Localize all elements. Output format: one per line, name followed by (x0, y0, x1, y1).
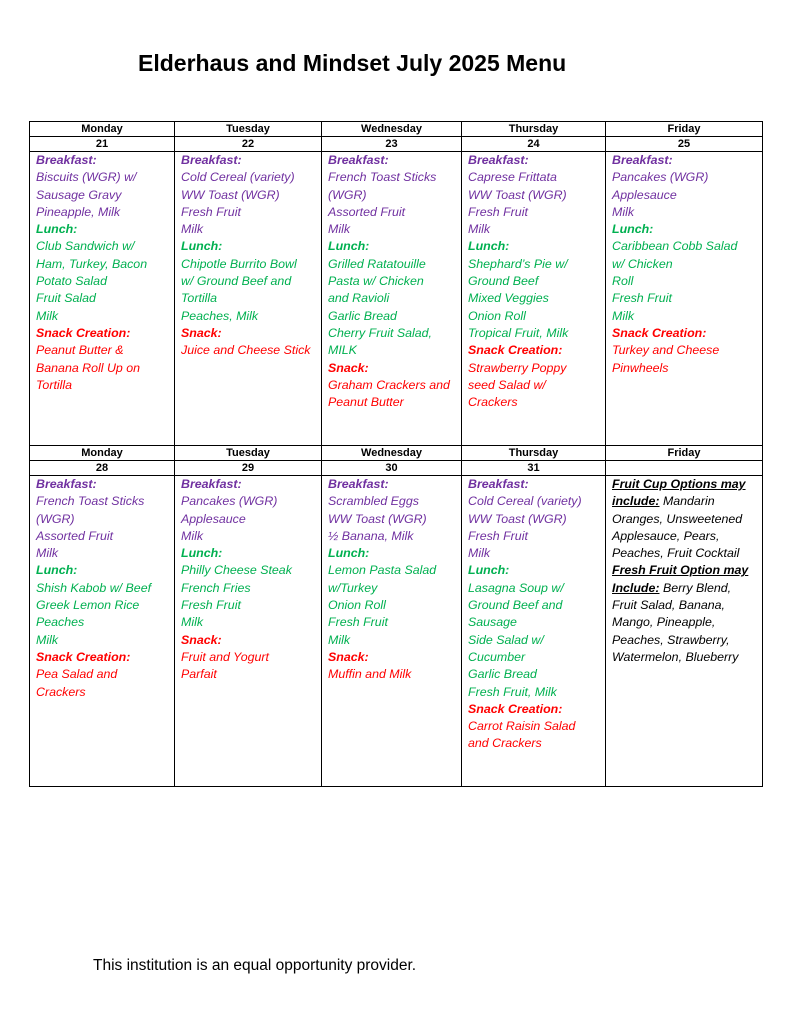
menu-item: Fruit Salad (36, 291, 96, 306)
fruit-option-text: Peaches, Fruit Cocktail (612, 546, 740, 561)
meal-section-heading: Lunch: (181, 239, 223, 254)
menu-item: Club Sandwich w/ (36, 239, 135, 254)
date-header-row (30, 137, 763, 152)
menu-item: Milk (36, 546, 59, 561)
menu-item: Fruit and Yogurt (181, 649, 269, 664)
day-name-cell: Friday (606, 446, 763, 461)
menu-item: Ham, Turkey, Bacon (36, 256, 148, 271)
day-menu-cell (30, 152, 175, 446)
menu-item: Roll (612, 274, 634, 289)
menu-item: ½ Banana, Milk (328, 528, 414, 543)
page-title: Elderhaus and Mindset July 2025 Menu (138, 50, 567, 76)
day-name-cell: Thursday (462, 446, 606, 461)
menu-item: Tropical Fruit, Milk (468, 325, 569, 340)
day-header-row (30, 446, 763, 461)
meal-section-heading: Snack: (181, 632, 222, 647)
menu-item: and Crackers (468, 736, 542, 751)
fruit-option-text: Fruit Salad, Banana, (612, 598, 725, 613)
menu-item: w/ Chicken (612, 256, 673, 271)
fruit-option-heading: include: (612, 494, 660, 509)
menu-item: Assorted Fruit (328, 204, 406, 219)
menu-item: Applesauce (612, 187, 677, 202)
meal-section-heading: Lunch: (612, 222, 654, 237)
day-name-cell: Monday (30, 122, 175, 137)
fruit-option-note (612, 562, 756, 579)
menu-item: Muffin and Milk (328, 667, 412, 682)
menu-item: Caribbean Cobb Salad (612, 239, 738, 254)
date-cell: 29 (175, 461, 322, 476)
menu-item: Pinwheels (612, 360, 669, 375)
menu-item: Milk (468, 546, 491, 561)
menu-item: Fresh Fruit (181, 598, 241, 613)
date-cell: 22 (175, 137, 322, 152)
menu-item: WW Toast (WGR) (181, 187, 280, 202)
menu-item: Parfait (181, 667, 217, 682)
menu-item: Ground Beef and (468, 598, 563, 613)
menu-item: Peanut Butter & (36, 343, 124, 358)
meal-section-heading: Snack Creation: (468, 701, 563, 716)
fruit-option-text: Mango, Pineapple, (612, 615, 716, 630)
fruit-option-text: Mandarin (659, 494, 715, 509)
menu-item: (WGR) (36, 511, 75, 526)
menu-item: Graham Crackers and (328, 377, 450, 392)
date-cell: 21 (30, 137, 175, 152)
menu-item: Lemon Pasta Salad (328, 563, 437, 578)
fruit-option-heading: Fruit Cup Options may (612, 477, 746, 491)
menu-item: Peaches (36, 615, 85, 630)
day-menu-cell (175, 152, 322, 446)
meal-section-heading: Snack Creation: (36, 325, 131, 340)
menu-item: Sausage Gravy (36, 187, 122, 202)
menu-item: Peanut Butter (328, 395, 404, 410)
menu-item: Milk (181, 615, 204, 630)
menu-item: Turkey and Cheese (612, 343, 720, 358)
meal-section-heading: Breakfast: (181, 153, 242, 167)
day-name-cell: Monday (30, 446, 175, 461)
menu-item: w/Turkey (328, 580, 378, 595)
footer-disclaimer: This institution is an equal opportunity provider. (93, 957, 417, 974)
fruit-option-text: Berry Blend, (659, 580, 732, 595)
menu-item: Pancakes (WGR) (181, 494, 278, 509)
menu-item: Fresh Fruit (181, 204, 241, 219)
day-name-cell: Tuesday (175, 446, 322, 461)
meal-section-heading: Snack: (328, 649, 369, 664)
menu-item: Tortilla (181, 291, 218, 306)
meal-section-heading: Lunch: (328, 239, 370, 254)
fruit-option-text: Watermelon, Blueberry (612, 649, 739, 664)
menu-item: Cherry Fruit Salad, (328, 325, 432, 340)
menu-item: Fresh Fruit (328, 615, 388, 630)
menu-item: Milk (36, 308, 59, 323)
fruit-option-heading: Include: (612, 580, 660, 595)
day-menu-cell (606, 152, 763, 446)
menu-item: French Toast Sticks (36, 494, 145, 509)
menu-item: Greek Lemon Rice (36, 598, 140, 613)
menu-item: Chipotle Burrito Bowl (181, 256, 297, 271)
menu-item: Potato Salad (36, 274, 107, 289)
menu-item: Cold Cereal (variety) (181, 170, 295, 185)
menu-item: Mixed Veggies (468, 291, 549, 306)
day-menu-cell (175, 476, 322, 787)
menu-item: Fresh Fruit (468, 528, 528, 543)
meal-section-heading: Breakfast: (181, 477, 242, 491)
menu-item: Pancakes (WGR) (612, 170, 709, 185)
menu-item: Banana Roll Up on (36, 360, 141, 375)
day-menu-cell (462, 476, 606, 787)
meal-section-heading: Snack Creation: (612, 325, 707, 340)
menu-item: Milk (36, 632, 59, 647)
menu-item: seed Salad w/ (468, 377, 546, 392)
date-cell: 30 (322, 461, 462, 476)
menu-item: Onion Roll (328, 598, 386, 613)
menu-item: and Ravioli (328, 291, 390, 306)
menu-item: Pasta w/ Chicken (328, 274, 424, 289)
meal-section-heading: Breakfast: (328, 153, 389, 167)
menu-item: Grilled Ratatouille (328, 256, 426, 271)
day-name-cell: Wednesday (322, 122, 462, 137)
menu-item: Juice and Cheese Stick (181, 343, 311, 358)
menu-item: Cold Cereal (variety) (468, 494, 582, 509)
menu-item: Assorted Fruit (36, 528, 114, 543)
fruit-option-heading: Fresh Fruit Option may (612, 563, 749, 578)
menu-item: WW Toast (WGR) (468, 511, 567, 526)
menu-item: Milk (468, 222, 491, 237)
fruit-option-note (612, 493, 756, 510)
meal-section-heading: Lunch: (468, 239, 510, 254)
menu-item: Shephard’s Pie w/ (468, 256, 568, 271)
date-cell: 24 (462, 137, 606, 152)
menu-item: Peaches, Milk (181, 308, 259, 323)
date-cell: 31 (462, 461, 606, 476)
meal-section-heading: Snack: (328, 360, 369, 375)
menu-item: Lasagna Soup w/ (468, 580, 564, 595)
menu-item: Pineapple, Milk (36, 204, 121, 219)
meal-section-heading: Snack Creation: (468, 343, 563, 358)
date-cell: 23 (322, 137, 462, 152)
menu-table (29, 121, 763, 787)
menu-item: Fresh Fruit, Milk (468, 684, 557, 699)
day-menu-cell (30, 476, 175, 787)
day-name-cell: Thursday (462, 122, 606, 137)
meal-section-heading: Breakfast: (36, 153, 97, 167)
menu-item: WW Toast (WGR) (468, 187, 567, 202)
meal-section-heading: Lunch: (36, 222, 78, 237)
day-menu-cell (462, 152, 606, 446)
menu-item: Fresh Fruit (612, 291, 672, 306)
menu-item: Milk (328, 222, 351, 237)
menu-item: Caprese Frittata (468, 170, 557, 185)
menu-item: Shish Kabob w/ Beef (36, 580, 152, 595)
fruit-option-text: Oranges, Unsweetened (612, 511, 743, 526)
fruit-option-text: Applesauce, Pears, (612, 528, 720, 543)
meal-section-heading: Breakfast: (36, 477, 97, 491)
menu-item: Biscuits (WGR) w/ (36, 170, 137, 185)
menu-item: MILK (328, 343, 357, 358)
date-cell (606, 461, 763, 476)
menu-item: w/ Ground Beef and (181, 274, 292, 289)
date-header-row (30, 461, 763, 476)
fruit-option-text: Peaches, Strawberry, (612, 632, 730, 647)
menu-item: Ground Beef (468, 274, 539, 289)
menu-item: Sausage (468, 615, 517, 630)
day-header-row (30, 122, 763, 137)
menu-item: WW Toast (WGR) (328, 511, 427, 526)
meal-section-heading: Breakfast: (468, 153, 529, 167)
day-menu-cell (322, 152, 462, 446)
fruit-option-note (612, 580, 756, 597)
menu-item: Fresh Fruit (468, 204, 528, 219)
menu-item: (WGR) (328, 187, 367, 202)
menu-item: Crackers (468, 395, 518, 410)
menu-item: Tortilla (36, 377, 73, 392)
date-cell: 28 (30, 461, 175, 476)
meal-section-heading: Snack Creation: (36, 649, 131, 664)
menu-item: Philly Cheese Steak (181, 563, 292, 578)
day-menu-cell (322, 476, 462, 787)
menu-item: Cucumber (468, 649, 526, 664)
day-name-cell: Wednesday (322, 446, 462, 461)
meal-section-heading: Lunch: (36, 563, 78, 578)
menu-item: Milk (612, 308, 635, 323)
menu-item: Pea Salad and (36, 667, 118, 682)
date-cell: 25 (606, 137, 763, 152)
meal-section-heading: Breakfast: (468, 477, 529, 491)
menu-item: Onion Roll (468, 308, 526, 323)
menu-content-row (30, 152, 763, 446)
fruit-option-note (612, 476, 756, 493)
menu-item: Milk (181, 528, 204, 543)
menu-item: French Toast Sticks (328, 170, 437, 185)
meal-section-heading: Breakfast: (328, 477, 389, 491)
menu-item: Garlic Bread (328, 308, 397, 323)
menu-content-row (30, 476, 763, 787)
menu-item: Strawberry Poppy (468, 360, 567, 375)
day-menu-cell (606, 476, 763, 787)
menu-item: Milk (328, 632, 351, 647)
meal-section-heading: Snack: (181, 325, 222, 340)
menu-item: Side Salad w/ (468, 632, 544, 647)
meal-section-heading: Lunch: (181, 546, 223, 561)
menu-item: Carrot Raisin Salad (468, 719, 576, 734)
meal-section-heading: Breakfast: (612, 153, 673, 167)
menu-item: Crackers (36, 684, 86, 699)
menu-item: Garlic Bread (468, 667, 537, 682)
menu-item: Scrambled Eggs (328, 494, 419, 509)
meal-section-heading: Lunch: (468, 563, 510, 578)
menu-item: Applesauce (181, 511, 246, 526)
meal-section-heading: Lunch: (328, 546, 370, 561)
menu-item: Milk (612, 204, 635, 219)
menu-item: French Fries (181, 580, 251, 595)
menu-item: Milk (181, 222, 204, 237)
day-name-cell: Tuesday (175, 122, 322, 137)
day-name-cell: Friday (606, 122, 763, 137)
